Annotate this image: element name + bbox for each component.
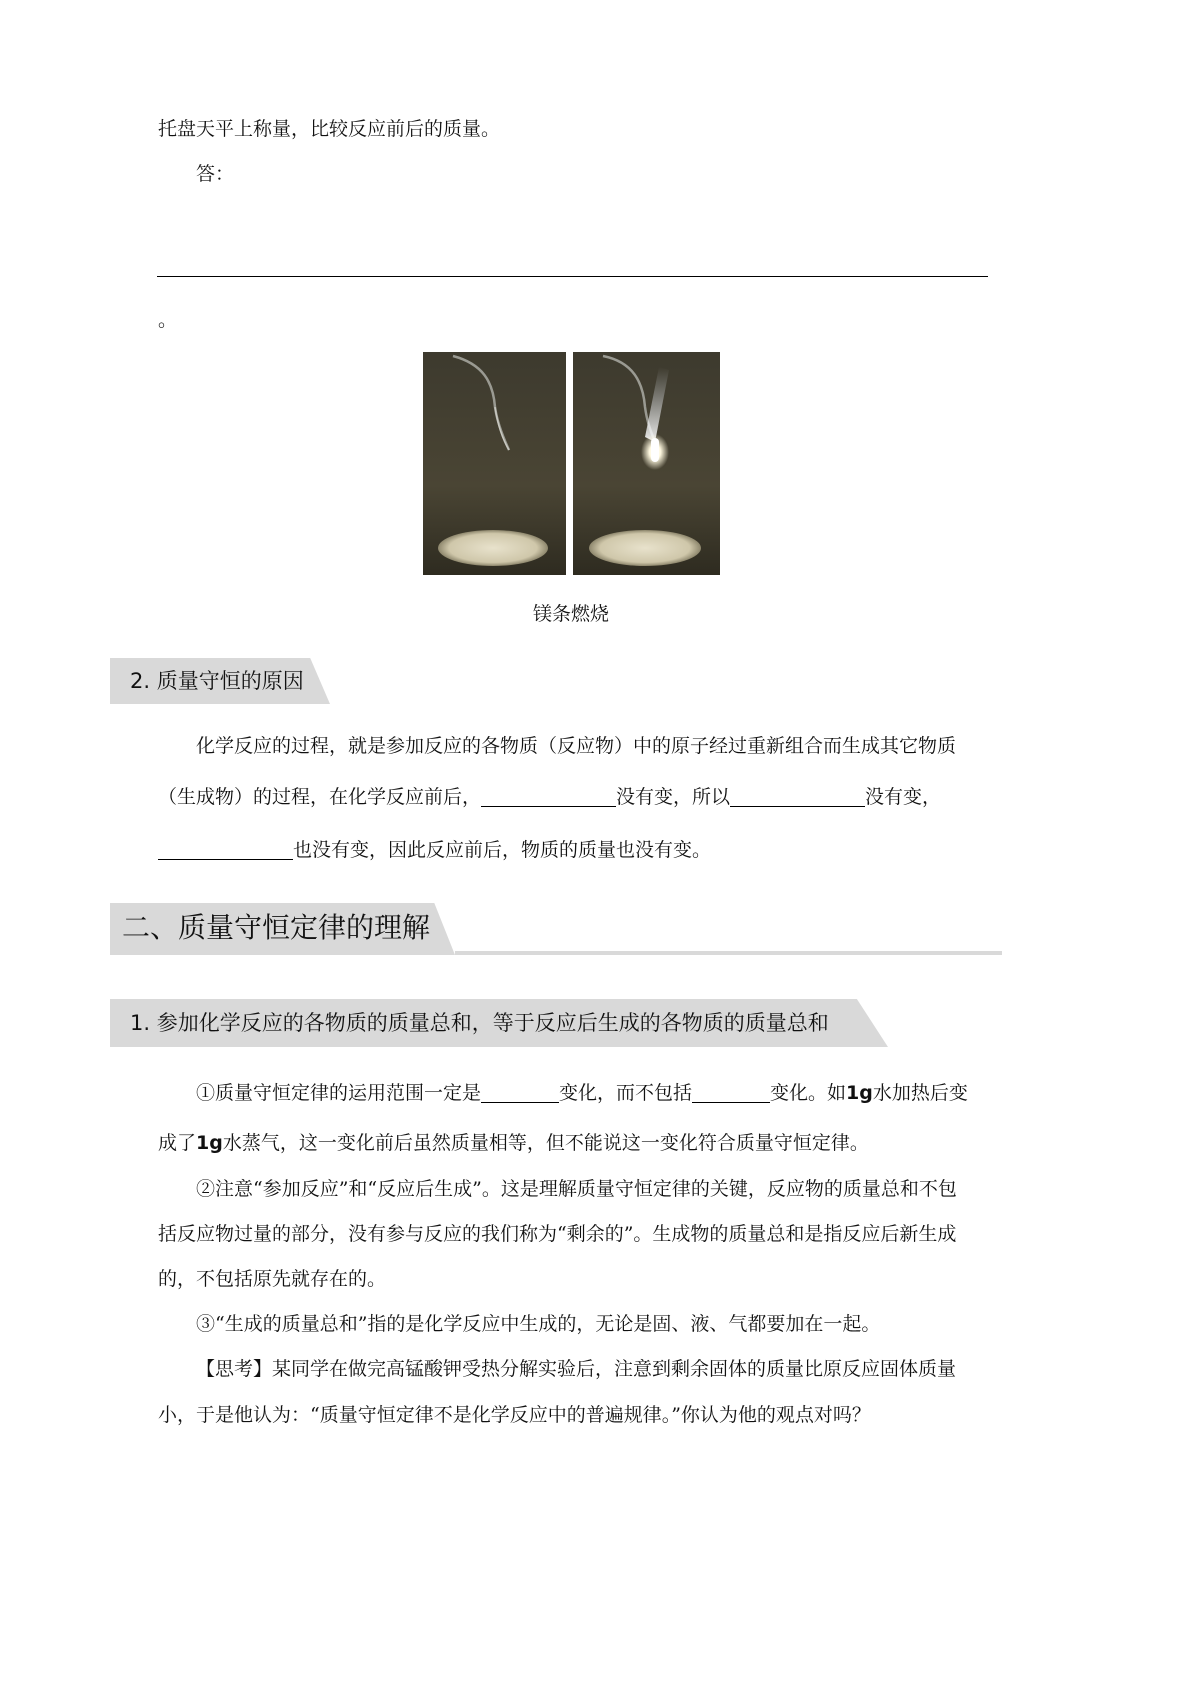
item-3-line: ③“生成的质量总和”指的是化学反应中生成的，无论是固、液、气都要加在一起。	[196, 1313, 881, 1335]
subsection-1-heading: 1. 参加化学反应的各物质的质量总和，等于反应后生成的各物质的质量总和	[130, 1011, 829, 1035]
answer-line[interactable]	[157, 276, 988, 277]
item-1-line-2	[158, 1131, 869, 1155]
text-segment: 1g	[846, 1082, 873, 1104]
text-segment: 也没有变，因此反应前后，物质的质量也没有变。	[293, 839, 712, 861]
text-segment: 没有变，所以	[616, 786, 731, 808]
answer-label: 答：	[196, 163, 235, 185]
chapter-2-heading: 二、质量守恒定律的理解	[122, 911, 431, 944]
text-segment: 没有变，	[865, 786, 942, 808]
item-1-line-1	[196, 1081, 968, 1105]
text-segment: 成了	[158, 1132, 197, 1154]
think-line-2: 小，于是他认为：“质量守恒定律不是化学反应中的普遍规律。”你认为他的观点对吗？	[158, 1404, 871, 1426]
fill-blank-2[interactable]	[730, 786, 865, 807]
section-2-line-2	[158, 785, 941, 809]
period-mark: 。	[158, 309, 178, 331]
fill-blank-3[interactable]	[158, 839, 293, 860]
section-2-line-1: 化学反应的过程，就是参加反应的各物质（反应物）中的原子经过重新组合而生成其它物质	[196, 735, 957, 757]
fill-blank-1[interactable]	[481, 786, 616, 807]
fill-blank-4[interactable]	[481, 1082, 559, 1103]
magnesium-burning-figure	[423, 352, 720, 575]
think-line-1: 【思考】某同学在做完高锰酸钾受热分解实验后，注意到剩余固体的质量比原反应固体质量	[196, 1358, 957, 1380]
text-segment: 1g	[196, 1132, 223, 1154]
item-2-line-2: 括反应物过量的部分，没有参与反应的我们称为“剩余的”。生成物的质量总和是指反应后新生成	[158, 1223, 957, 1245]
intro-line: 托盘天平上称量，比较反应前后的质量。	[158, 118, 501, 140]
text-segment: （生成物）的过程，在化学反应前后，	[158, 786, 482, 808]
text-segment: 水加热后变	[872, 1082, 968, 1104]
text-segment: 水蒸气，这一变化前后虽然质量相等，但不能说这一变化符合质量守恒定律。	[222, 1132, 869, 1154]
text-segment: 变化。如	[770, 1082, 847, 1104]
text-segment: ①质量守恒定律的运用范围一定是	[196, 1082, 482, 1104]
fill-blank-5[interactable]	[692, 1082, 770, 1103]
section-2-heading: 2. 质量守恒的原因	[130, 669, 304, 693]
text-segment: 变化，而不包括	[559, 1082, 693, 1104]
chapter-2-rule	[455, 951, 1002, 955]
magnesium-burning-photos	[423, 352, 720, 575]
figure-caption: 镁条燃烧	[533, 603, 610, 625]
item-2-line-1: ②注意“参加反应”和“反应后生成”。这是理解质量守恒定律的关键，反应物的质量总和不包	[196, 1178, 957, 1200]
section-2-line-3	[158, 838, 711, 862]
item-2-line-3: 的，不包括原先就存在的。	[158, 1268, 387, 1290]
